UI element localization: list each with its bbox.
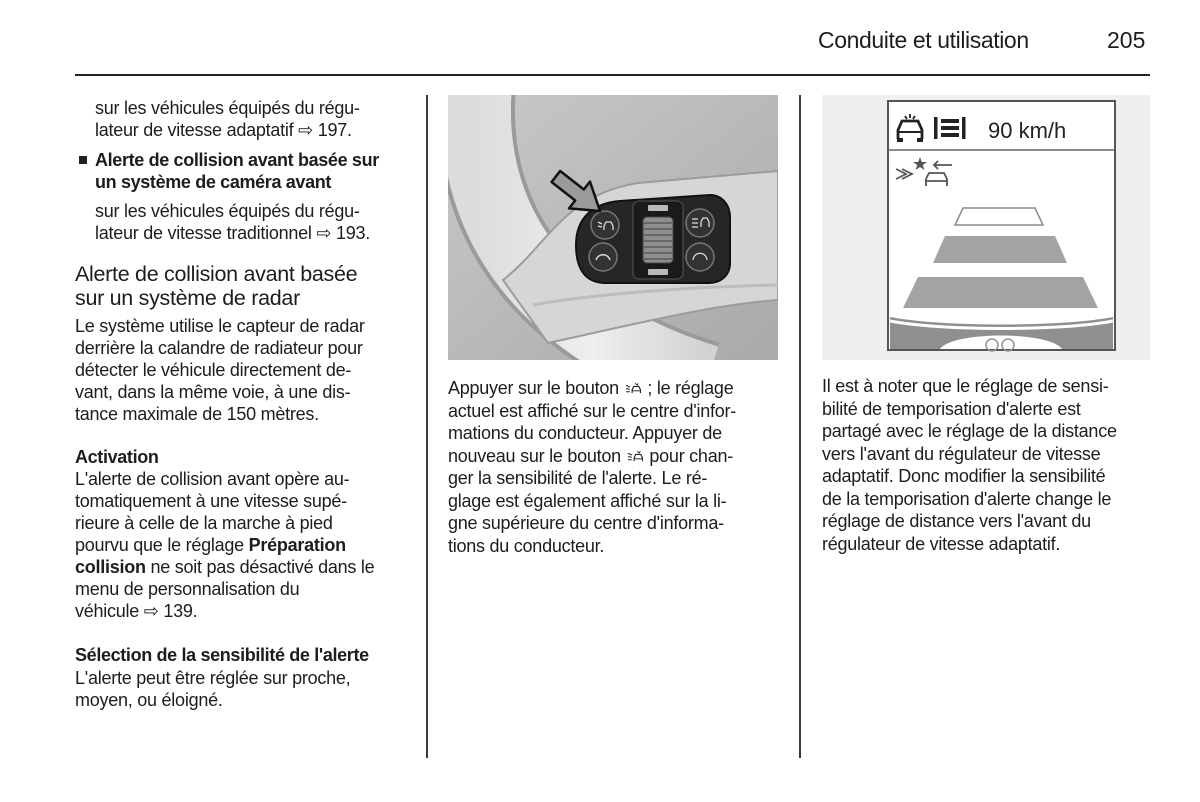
text-line: collision ne soit pas désactivé dans le [75,557,375,577]
text-line: pourvu que le réglage Préparation [75,535,346,555]
text-line: moyen, ou éloigné. [75,690,223,710]
text-line: lateur de vitesse adaptatif ⇨ 197. [95,120,352,140]
bold-term: collision [75,557,146,577]
text-line: vant, dans la même voie, à une dis- [75,382,351,402]
activation-title: Activation [75,447,159,467]
text-line: sur les véhicules équipés du régu- [95,98,360,118]
text-line: L'alerte de collision avant opère au- [75,469,350,489]
bullet-camera-title [95,149,379,193]
text-line: sur un système de radar [75,286,300,310]
roller-switch-ridges [644,223,672,259]
text-line: Alerte de collision avant basée [75,262,358,286]
text-line: tomatiquement à une vitesse supé- [75,491,347,511]
text-line: véhicule ⇨ 139. [75,601,198,621]
text-line: ger la sensibilité de l'alerte. Le ré- [448,468,708,488]
column-divider-1 [426,95,428,758]
text-line: actuel est affiché sur le centre d'infor- [448,400,737,421]
bullet-square-icon [79,156,87,164]
radar-section-heading [75,262,357,310]
activation-paragraph [75,468,374,622]
cruise-cancel-button [589,243,617,271]
radar-paragraph [75,315,365,425]
alert-timing-bar-1 [955,208,1043,225]
text-line: vers l'avant du régulateur de vitesse [822,443,1101,464]
sensitivity-note-paragraph [822,375,1117,555]
alert-timing-bar-2 [933,236,1067,263]
alert-timing-bar-3 [903,277,1098,308]
text-line: un système de caméra avant [95,172,332,192]
text-line: partagé avec le réglage de la distance [822,421,1117,441]
button-instructions-paragraph [448,377,736,557]
text-line: gne supérieure du centre d'informa- [448,513,724,533]
bold-term: Préparation [248,535,346,555]
page-number: 205 [1107,27,1146,53]
text-line: réglage de distance vers l'avant du [822,511,1091,531]
text-line: rieure à celle de la marche à pied [75,513,333,533]
text-line: Il est à noter que le réglage de sensi- [822,376,1109,396]
text-line: sur les véhicules équipés du régu- [95,201,360,221]
text-line: lateur de vitesse traditionnel ⇨ 193. [95,223,370,243]
header-rule [75,74,1150,76]
gap-button [686,209,714,237]
text-line: Le système utilise le capteur de radar [75,316,365,336]
set-speed-readout: 90 km/h [988,118,1067,143]
text-line: de la temporisation d'alerte change le [822,488,1112,509]
sensitivity-paragraph [75,667,350,711]
set-marking [648,269,668,275]
res-marking [648,205,668,211]
section-title: Conduite et utilisation [818,27,1029,53]
roller-switch [643,217,673,263]
text-line: tance maximale de 150 mètres. [75,404,319,424]
intro-paragraph [95,97,360,141]
text-line: glage est également affiché sur la li- [448,490,727,511]
text-line: menu de personnalisation du [75,579,300,599]
text-line: Appuyer sur le bouton ; le réglage [448,378,734,398]
text-line: nouveau sur le bouton pour chan- [448,445,733,466]
text-line: adaptatif. Donc modifier la sensibilité [822,466,1106,486]
driver-information-display-figure [822,95,1150,360]
limiter-button [686,243,714,271]
steering-wheel-figure [448,95,778,360]
text-line: détecter le véhicule directement de- [75,360,352,380]
collision-alert-icon [627,450,644,463]
bullet-camera-description [95,200,370,244]
collision-alert-icon [625,382,642,395]
sensitivity-title: Sélection de la sensibilité de l'alerte [75,645,369,665]
text-line: régulateur de vitesse adaptatif. [822,533,1061,554]
text-line: bilité de temporisation d'alerte est [822,398,1081,419]
text-line: derrière la calandre de radiateur pour [75,338,363,358]
text-line: mations du conducteur. Appuyer de [448,423,722,443]
text-line: L'alerte peut être réglée sur proche, [75,668,351,688]
text-line: Alerte de collision avant basée sur [95,150,379,170]
column-divider-2 [799,95,801,758]
text-line: tions du conducteur. [448,535,605,556]
